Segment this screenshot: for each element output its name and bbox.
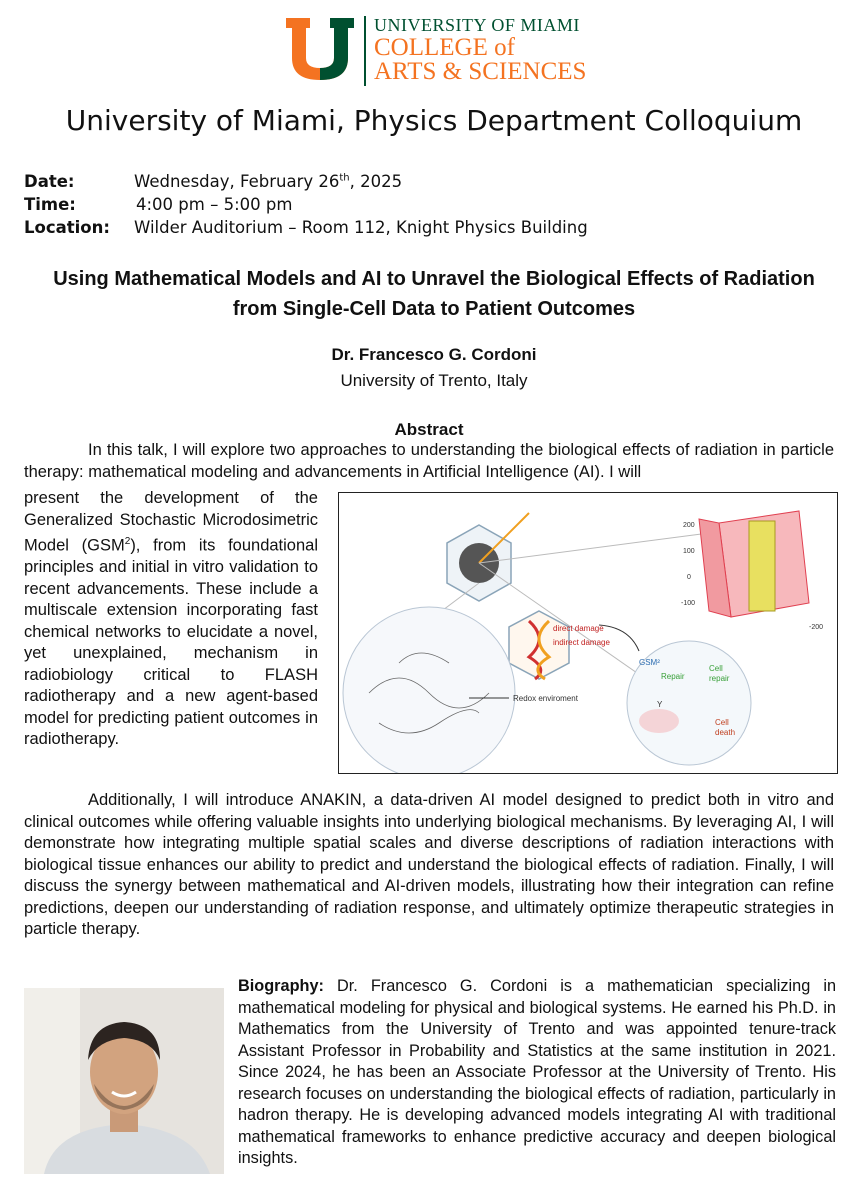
location-label: Location:	[24, 218, 110, 237]
repair-label: Repair	[661, 672, 685, 681]
redox-label: Redox enviroment	[513, 694, 578, 703]
cell-repair-label-1: Cell	[709, 664, 723, 673]
abstract-paragraph-1-continued: present the development of the Generalized Stochastic Microdosimetric Model (GSM$^2$), from its foundational principles and initial in vitro validation to recent advancements. These include a multiscale extension incorporating fast chemical networks to elucidate a novel, yet unexplained, mechanism in radiobiology critical to FLASH radiotherapy and a new agent-based model for predicting patient outcomes in radiotherapy.	[24, 489, 318, 748]
y-label: Y	[657, 700, 663, 709]
zoom-line-1	[479, 533, 709, 563]
date-label: Date:	[24, 172, 75, 191]
college-line-2: ARTS & SCIENCES	[374, 58, 587, 85]
abstract-paragraph-1: In this talk, I will explore two approaches to understanding the biological effects of radiation in particle therapy: mathematical modeling and advancements in Artificial Intelligence (AI). I will	[24, 441, 834, 481]
microdosimetry-cube	[699, 511, 809, 617]
damage-blob	[639, 709, 679, 733]
date-value: Wednesday, February 26th, 2025	[134, 172, 403, 191]
speaker-name: Dr. Francesco G. Cordoni	[331, 345, 537, 364]
abstract-paragraph-2: Additionally, I will introduce ANAKIN, a data-driven AI model designed to predict both in vitro and clinical outcomes while offering valuable insights into underlying biological mechanisms. By leveraging AI, I will demonstrate how integrating multiple spatial scales and diverse descriptions of radiation interactions with biological tissue enhances our ability to predict and understand the biological effects of radiation. Finally, I will discuss the synergy between mathematical and AI-driven models, illustrating how their integration can refine predictions, deepen our understanding of radiation response, and ultimately optimize therapeutic strategies in particle therapy.	[24, 791, 834, 938]
time-value: 4:00 pm – 5:00 pm	[136, 195, 293, 214]
location-value: Wilder Auditorium – Room 112, Knight Physics Building	[134, 218, 588, 237]
gsm2-model-figure	[338, 492, 838, 774]
college-logo-text	[374, 14, 634, 84]
cell-death-label-1: Cell	[715, 718, 729, 727]
biography-label: Biography:	[238, 977, 324, 995]
figure-diagram	[339, 493, 837, 773]
biography-text: Dr. Francesco G. Cordoni is a mathematician specializing in mathematical modeling for physical and biological systems. He earned his Ph.D. in Mathematics from the University of Trento and was appointed tenure-track Assistant Professor in Probability and Statistics at the same institution in 2021. Since 2024, he has been an Associate Professor at the University of Trento. His research focuses on understanding the biological effects of radiation, particularly in hadron therapy. He is developing advanced models integrating AI with traditional mathematical frameworks to enhance predictive accuracy and deepen biological insights.	[238, 977, 836, 1167]
time-label: Time:	[24, 195, 76, 214]
axis-tick-3: 0	[687, 574, 691, 581]
speaker-affiliation: University of Trento, Italy	[340, 371, 528, 390]
axis-tick-2: 100	[683, 548, 695, 555]
u-logo-icon	[286, 18, 354, 82]
axis-tick-4: -100	[681, 600, 696, 607]
gsm2-label: GSM²	[639, 658, 660, 667]
particle-track-cylinder	[749, 521, 775, 611]
abstract-heading: Abstract	[394, 420, 464, 439]
indirect-damage-label: indirect damage	[553, 638, 610, 647]
direct-damage-label: direct damage	[553, 624, 604, 633]
speaker-photo	[24, 988, 224, 1174]
cell-death-label-2: death	[715, 728, 736, 737]
page-title: University of Miami, Physics Department Colloquium	[65, 104, 803, 137]
college-line-1: COLLEGE of	[374, 34, 515, 61]
logo-divider	[364, 16, 366, 86]
axis-tick-5: -200	[809, 624, 824, 631]
talk-title: Using Mathematical Models and AI to Unravel the Biological Effects of Radiation from Single-Cell Data to Patient Outcomes	[53, 268, 815, 320]
biography	[238, 976, 836, 1170]
cell-repair-label-2: repair	[709, 674, 730, 683]
university-name: UNIVERSITY OF MIAMI	[374, 15, 580, 35]
axis-tick-1: 200	[683, 522, 695, 529]
chemical-network-circle	[343, 607, 515, 773]
